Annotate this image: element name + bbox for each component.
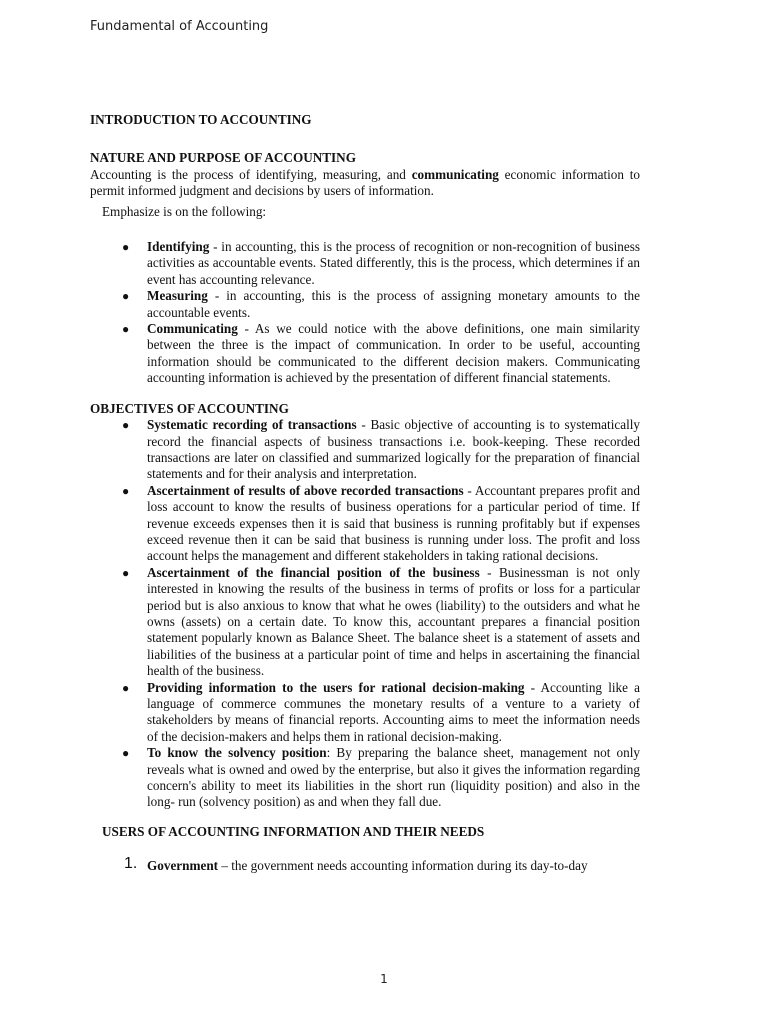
item-term: Ascertainment of results of above recorded transactions	[147, 482, 464, 498]
item-term: Government	[147, 858, 219, 874]
bullet-icon: ●	[122, 565, 130, 580]
item-text: - Businessman is not only interested in knowing the results of the business in terms of profits or loss for a particular period but is also anxious to know that what he owes (liability) to the outsiders and what he owns (assets) on a certain date. To know this, accountant prepares a financial position statement popularly known as Balance Sheet. The balance sheet is a statement of assets and liabilities of the business at a particular point of time and helps in ascertaining the financial health of the business.	[147, 564, 640, 679]
nature-para-bold: communicating	[411, 166, 499, 182]
bullet-icon: ●	[122, 483, 130, 498]
intro-heading: INTRODUCTION TO ACCOUNTING	[90, 112, 312, 127]
bullet-icon: ●	[122, 746, 130, 761]
page-number: 1	[380, 972, 388, 986]
item-term: Systematic recording of transactions	[147, 417, 357, 433]
list-item	[90, 855, 640, 874]
bullet-icon: ●	[122, 322, 130, 337]
item-term: Ascertainment of the financial position of the business	[147, 564, 480, 580]
list-item	[90, 745, 640, 811]
list-item	[90, 288, 640, 321]
item-term: To know the solvency position	[147, 745, 327, 761]
item-text: - in accounting, this is the process of recognition or non-recognition of business activities as accountable events. Stated differently, this is the process, which determines if an event has accounting relevance.	[147, 239, 640, 287]
list-item	[90, 321, 640, 387]
item-text: - Accountant prepares profit and loss account to know the results of business operations for a particular period of time. If revenue exceeds expenses then it is said that business is running profitably but if expenses exceed revenue then it can be said that business is running under loss. The profit and loss account helps the management and different stakeholders in taking rational decisions.	[147, 482, 640, 564]
list-item	[90, 483, 640, 565]
list-item	[90, 565, 640, 680]
item-term: Providing information to the users for rational decision-making	[147, 679, 525, 695]
list-item	[90, 680, 640, 746]
list-item	[90, 239, 640, 288]
emphasize-line: Emphasize is on the following:	[102, 203, 267, 219]
users-numbered-list	[90, 855, 640, 874]
bullet-icon: ●	[122, 680, 130, 695]
objectives-heading: OBJECTIVES OF ACCOUNTING	[90, 400, 289, 416]
item-text: - Accounting like a language of commerce communes the monetary results of a venture to a variety of stakeholders by means of financial reports. Accounting aims to meet the information needs of the decision-makers and helps them in rational decision-making.	[147, 679, 640, 744]
nature-para-pre: Accounting is the process of identifying, measuring, and	[90, 166, 412, 182]
item-text: - in accounting, this is the process of assigning monetary amounts to the accountable events.	[147, 288, 640, 320]
page-header: Fundamental of Accounting	[90, 19, 269, 34]
objectives-bullet-list	[90, 417, 640, 811]
item-text: – the government needs accounting information during its day-to-day	[218, 858, 588, 874]
bullet-icon: ●	[122, 240, 130, 255]
nature-heading: NATURE AND PURPOSE OF ACCOUNTING	[90, 150, 356, 166]
item-number: 1.	[124, 855, 138, 873]
item-text: : By preparing the balance sheet, management not only reveals what is owned and owed by the enterprise, but also it gives the information regarding concern's ability to meet its liabilities in the short run (liquidity position) and also in the long- run (solvency position) as and when they fall due.	[147, 745, 640, 810]
item-term: Identifying	[147, 239, 210, 255]
item-term: Communicating	[147, 321, 238, 337]
bullet-icon: ●	[122, 289, 130, 304]
users-heading: USERS OF ACCOUNTING INFORMATION AND THEIR NEEDS	[102, 823, 485, 839]
document-body	[90, 112, 640, 875]
nature-paragraph	[90, 167, 640, 200]
item-text: - As we could notice with the above definitions, one main similarity between the three is the impact of communication. In order to be useful, accounting information should be communicated to the different decision makers. Communicating accounting information is achieved by the presentation of different financial statements.	[147, 321, 640, 386]
nature-bullet-list	[90, 239, 640, 387]
nature-para-post: economic information to permit informed judgment and decisions by users of information.	[90, 166, 641, 199]
item-term: Measuring	[147, 288, 208, 304]
item-text: - Basic objective of accounting is to systematically record the financial aspects of business transactions i.e. book-keeping. These recorded transactions are later on classified and summarized logically for the preparation of financial statements and for their analysis and interpretation.	[147, 417, 640, 482]
list-item	[90, 417, 640, 483]
bullet-icon: ●	[122, 418, 130, 433]
